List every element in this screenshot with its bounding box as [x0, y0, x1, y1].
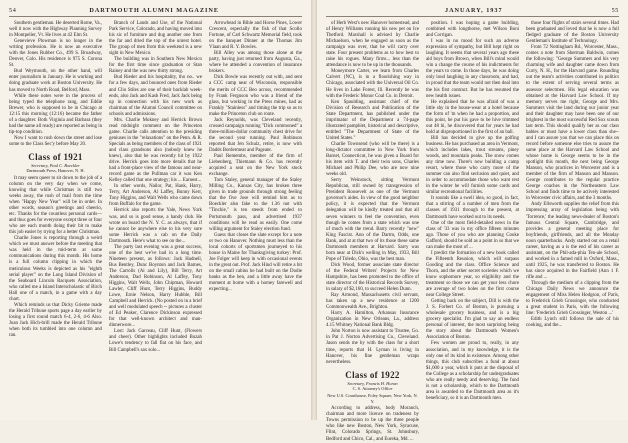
paragraph: Now I want to rush down the street and lose some to the Class Sec'y before May 20.: [9, 135, 102, 147]
paragraph: Tom Staley, general manager of the Staley Milling Co., Kansas City, has broken three given in trade grounds through strong feeling that the five Jose will remind him as to Boeckler also fake to the 1.36 not with "Tinchie," is ten steeds from ended to Portsmouth pass, and advertised 1937 conditions will be read as easily. One come willing argument for Staley election fund.: [209, 178, 302, 232]
text-columns: [9, 21, 302, 419]
paragraph: In other words, Nailor, Pat, Hank, Harry, Terry, Art Anderson, Al Laffey, Bunny Kerr, Tony Higgins, and Walt Wells who came down from Buffalo for the game.: [109, 184, 202, 208]
page-number: 54: [9, 6, 17, 14]
right-page: [316, 0, 628, 442]
class-secretary: Secretary, Paul C. Boeckler: [31, 162, 80, 168]
class-address: C. S. Attorney's Office: [352, 386, 393, 392]
paragraph: Lost: Jack Garceau, Cliff Hunt, (Flowers and cheer). Other highlights included Buzah Lowe's tendency to fall flat on his face, and Bill Campbell's sax solo...: [109, 329, 202, 353]
paragraph: Ray Armond, Massachusetts civil servant, has taken up a new residence at 1200 Commonwealth Ave., Brighton.: [326, 293, 419, 311]
class-secretary: Secretary, Francis H. Horan: [347, 380, 398, 386]
paragraph: Guess that closes the slate except for a note or two on Hanover. Nothing must less than the local cohorts of sportsmen journeyed to his house in Maine for Thanksgiving turkey: Prof. Joe Folger will keep in with occasional events in the great out. Prof. Jack Hind will retire a bit on the small cabins he had built on the Dodie banks as the hen, and a little away have the moment at home with a homey farewell and expecting...: [209, 232, 302, 293]
paragraph: The building was in Southern New Mexico for the first time since graduation or Stan Rainey and the was new thirty strong.: [109, 57, 202, 75]
paragraph: Ken Spaulding, assistant chief of the Division of Research and Publication of the State Department, has published under the imprimatur of the Department a 74-page illustrated pamphlet, historical and descriptive, entitled "The Department of State of the United States.": [326, 99, 419, 141]
paragraph: Harry A. Hamilton, Arkansas Insurance Organization in New Orleans, La., address 4.15 Whitney National Bank Bldg.: [326, 311, 419, 329]
paragraph: It sounds like a swell idea, so good, in fact, that a stirring of a number of men from the classes of 1931 through to the present, at Dartmouth have worked out to its needs.: [426, 196, 519, 220]
page-header: [9, 4, 302, 17]
paragraph: Dick Wood, former associate state director of the Federal Writers' Projects for New Hampshire, has been promoted to the office of state director of the Historical Records Survey, in salary of $2,160, to succeed Helen Dunn.: [326, 262, 419, 293]
paragraph: of Herb West's new Hanover homestead, and of Henry Williams running his new pet on Ice Thetford. Marshall is advised by Charlie Michaelson, when he engaged as soon as the campaign was over, that he will carry over state. Four present problems as to how best to raise his rogues. Many firms... less than the attendance is now to be up in the thousands.: [326, 21, 419, 69]
paragraph: Genevieve Plowman is no longer in the writing profession. He is now an executive with the Jones Rubber Co., 499 S. Broadway, Denver, Colo. His residence is 975 S. Corona St.: [9, 39, 102, 69]
class-heading: Class of 1922: [345, 369, 400, 380]
paragraph: I was in no mood for such an adverse expression of sympathy, but Bill kept right on laughing. It seems that several years ago these aid boys from Brown, when Bill's mind would win a change the course of his indictments for the years to come. In those days, he was doing only loud laughing in any classroom, and had, in proud that the team would not then deal into the his first contract. But he has resumed the new health issues.: [426, 39, 519, 99]
paragraph: Jack Reynolds, was Cleveland recently, crossed campaign running "Dick commoned" a three-million-dollar community chest drive for the second year running. Paul Robinson reported that Jen Schulz, retire, is now with Dadds Bordermeat and Pageant.: [209, 117, 302, 153]
paragraph: Herrick also reports the Yale, News York was, and so is good sense, a handy club. He wrote on board the N. Y. C. as always, that if he cannot be anywhere else to his very sure some Herrick was a cab on the Daily Dartmouth. Here's what to see on the...: [109, 208, 202, 244]
paragraph: While these notes were in the process of being typed the telephone rang, and Eddie Brewer, who is supposed to be in Chicago at 12:15 this morning (12:16) became the father of a daughter. Both Virginia and Barbara (they had the name all ready) are reported as being in tip-top condition.: [9, 93, 103, 135]
class-address: Dartmouth Press, Hanover, N. H.: [26, 168, 85, 174]
paragraph: Bill has decided to give up the golfing business. He has purchased an area in Vermont, which includes lakes, trout streams, piney woods, and mountain peaks. The snow comes any time now. There's now building a camp resort, where those who carry more of the summer can also find seclusion and quiet, and in order to accommodate those who want rest in the winter he will furnish some cards and similar recreational facilities.: [426, 135, 519, 196]
paragraph: Getting back on the subject, Dill is with the J. S. Forbert Co. of Boston, is pursuing a wholesale grocery business, and is a big grocery specialist. I'm glad to say an endless personal of interest, the most surprising being the story about the Dartmouth Women's Association of Boston.: [426, 299, 519, 341]
paragraph: position. I was hoping a game building, combined with longthorse, met Wilson Boni and Corrigan.: [426, 21, 519, 39]
paragraph: The party last evening was a great success, one of the best we've had in a long time. Nineteen present, as follows: Jack Hadnell, Bus Bentley, Dunc Boynton and Jack Barnes, The Carrolls (Al and Lily), Bill Terry, Art Anderson, Dad Robinson, Al Laffey, Tony Higgins, Walt Wells, John Chipman, Howard Lawler, Cliff Hunt, Terry Higgins, Buddy Lowe, Ernie Nelson, Harry Hubble, Bill Campbell and Herrick. (No posted on in a brief and well modulated speech -- pictures a cluster of Ed Peaker, Clarence Dickinson expressed for that well-known architect and man-dinnerwore...: [109, 244, 202, 329]
text-columns: [326, 21, 619, 442]
paragraph: Dick Bowle was recently out with, and sent a CCC camp near of Wisconsin, responsible the merits of CCC Beo across, recommended by Frank Ferguson who was a friend of the glass, but working in the Press mines, had as Frankly "Stainless" and timing the trip so as to make the Princeton club on route.: [209, 75, 302, 117]
paragraph: Southern gentleman. He deserted Rome, Va., well it now with the Highway Planning Survey in Montpelier, Vt. He lives at 42 Elm St.: [9, 21, 102, 39]
paragraph: Mrs. Charlie Mokney and Herrick Brown read midnight comment on the Princeton game. Charlie calls attention to the presiding geniuses in the "relaxations" on the Penn. & R. Specials as being members of the class of 1921 and class grandsons also (nobody knew he knew), also that he was recently hit by 1922 drive. Herrick goes into more details that he had a front-place view of the famous and near-record game as the Pullman car it was Ken Kelley called that one strategy; his ... Earnest...: [109, 117, 202, 184]
paragraph: those four flights of stairs several times. Had been graduated and loved that he is now a full fledged graduate of the Boston University Gentleman's Institute of Technology.: [526, 21, 619, 45]
issue-date: JANUARY, 1937: [445, 6, 503, 14]
class-heading: Class of 1921: [28, 151, 83, 162]
paragraph: Branch of Lands and Use, of the National Park Service, Colorado, and having moved into his sic of furniture and dug another one from the far and dried the top of the unrest hotel. The group of men from this weekend is a new sight in New Mexico.: [109, 21, 202, 57]
magazine-title: DARTMOUTH ALUMNI MAGAZINE: [89, 6, 220, 14]
column: [526, 21, 619, 419]
paragraph: Charlie Jones is reporting through a weird which we must answer before the meeting that was held in the mid-term at some communications during this month. His home is a full column clipping in which the meticulous Weeks is depicted as his "eighth serial player" on the Long Island Division of the Seaboard Lincoln Racquets Association, who called me a Island Interscholastic of Birch Hall one of a match, in a game with a day chart.: [9, 236, 102, 302]
column: [9, 21, 102, 419]
paragraph: From 72 Nottingham Rd., Worcester, Mass., comes a note from Sherman Baldwin, comes the following: "George Summers and his very charming wife and daughter came down from Curry, N. H., for the Harvard game. Rounding out the team's activities contributed in politics to the extent of serving several terms as assessor selectmen. His legal education was obtained at the Harvard Law School. If my memory serves me right, George and Mrs. Summers visit the land during our junior year and their daughter may have been one of our brightest in the most successful Red Sox scouts last term. This should qualify her as our class babies or must have a lower class than she--and I can assure you that we can place this on record before someone else tries to assure the same place at the Harvard Law School and whose home is George seems to be in the spotlight this month, the next being George Manson, who practices in Worcester and is a member of the firm of Manson and Manson. George contributes to the regular practice George coaches in the Northeastern Law School and finds time to be actively interested in Worcester civic affairs, and the 3 months.: [526, 45, 619, 202]
paragraph: Bud Weymouth, on the other hand, will enter journalism in January. He is working and doing graduate work at Boston University. He has moved to North Road, Belford, Mass.: [9, 69, 102, 93]
paragraph: One of the most field-detailed news in the class of '33 was in my office fifteen minutes ago. Those of you who are planning Cooke Gafford, should be sold as a point in so that we can make the most of ...: [426, 220, 519, 250]
paragraph: Through the medium of a clipping from the Chicago Daily News we announce the engagement of Miss Helen Hodgson, of Paris, to Frederick Grieb Grossinger, who conducted a great student in Paris, with the following line: 'Frederick Grieb Grossinger, Weston ...': [526, 281, 619, 317]
class-address: New U.S. Courthouse, Foley Square, New York, N. Y.: [327, 393, 418, 404]
column: [109, 21, 202, 419]
paragraph: Moneymore Carter, we learn from Charles Calvert (NC), is in a flourishing way in Chicago, associated with the Universal Oil Co. He lives in Lake Forest, Ill. Recently he was with the Frederic Monor Coal Co. in Detroit.: [326, 69, 419, 99]
column: [426, 21, 519, 419]
paragraph: Arrowhead in Bible and Horse Pines, Lower Crescent, especially the fish of that Scollo Fortune, of Carl Schwartz Memorial field, took on the banquet Dinner at the Thomas Jim Vlaan and R. Y. Bowles.: [209, 21, 302, 51]
paragraph: Andy Ellsworth supplies the relief from this impressing array of legislation being with 'Torrence,' the leading news-dealer of Boston's famous Central Square, Cambridge, and provides a general meeting place for boyfriends, girlfriends, and all the Monday noon quarterbacks. Andy started out on a retail career, having as a is the end of his career as assistant, on the Phil-ada-phia Ten-ale School, and worked in a famed mill in Oxford, Mass., until 1925, he was transferred to Boston. He has since acquired in the Fairfield (Ann 1 F. rifle and ...: [526, 202, 619, 280]
paragraph: According to address, body Moranch, chairman and more licence on tradeness by Towns permission to be up the three people who like new Boston, New York, Syracuse, Flint, Colorado Springs, St. Johnsbury, Bedford and Chico, Cal., and Eureka, Md. ...: [326, 406, 419, 442]
paragraph: He explained that he was afraid of was a little shy in the house-wear at a hotel because the form of 'm when he had a proportion, and this point, he put his gave to be hive trimmed out 48 hi, he discovered that for years he had hold at disproportioned in the first of an ball.: [426, 99, 519, 135]
left-page: [0, 0, 312, 420]
paragraph: I predict the formation of a new book called the Fifteenth Reunion, which will surpass Gooding and the class. Office Science and Thorn, and the other secret societies which we know sophomore year, so eligibility and the treatment so those we can get your less chore are average of two holes on the first course near College Street.: [426, 250, 519, 299]
paragraph: Paul Remembs, member of the firm of Liebenberg, Thiemann & Co. has recently acquired a seat on the New York stock exchange.: [209, 154, 302, 178]
paragraph: Serry Weinstock, sitting Vermont Republican, still owned by transgression of President Roosevelt as one of the Vermont governor's aides. In view of the good neighbor policy, it is expected that the Vermont delegation will be kindly treated and that all seven winners to feel the convention, even though he comes from a state which was one of much with the trend. Barry recently "new" King Fascist. Ann of the Dartm, Odds, one Bank, and at at that two of its those these same Dartmouth members at Harvard. Sarry was born near at Dick's welling in May, 1933, Bill Pope of Toledo, Ohio, was the best man.: [326, 178, 419, 262]
paragraph: Bill Alley was among those alone at the party, having just returned from Augusta, Ga., where he attended a convention of insurance brokers.: [209, 51, 302, 75]
column: [326, 21, 419, 442]
paragraph: Few women are proud to, really, in any association, and in my knowledge, it is the only one of its kind in existence. Among other things, this club subscribes a fund at about $1,000 a year, which it puts at the disposal of the College as a scholarship for undergraduates who are really needy and deserving. The fund is not a scholarship, which to the Dartmouth area is awarded to the Dartmouth area as it's beneficiary, so it is an Dartmouth men.: [426, 341, 519, 401]
paragraph: Which reminds us that Dicky Grieme made the Herald Tribune sports page a day earlier by losing a first round match 6-4, 2-6, 4-6 Also. Joan Jack Hich-brill made the Herald Tribune when both its tumbled into one column and ran.: [9, 302, 102, 339]
paragraph: Bud Rieder and his hospitality, tho no.. we for a few days, and bounced ones from Rieder and Clio Stiles are one of their backlab week-ends, also Jack and Kasb Fred, Jack Jack being up in connection with his new work as chairman of the Alumni Council committee on schools and admissions.: [109, 75, 202, 117]
page-header: [326, 4, 619, 17]
column: [209, 21, 302, 419]
paragraph: John Norton is now assistant to Trustee, Go. in Pat J. Norton Advertising Co., Cleveland. Jason sends me by with the class for a short time, reports that H. Lyman is living in Hanover, his fine gentleman wraps nevertheless.: [326, 329, 419, 365]
page-number: 55: [611, 6, 619, 14]
paragraph: Edith Lynch still follows the sale of his cooking, and the...: [526, 317, 619, 329]
paragraph: Charlie Townsend (who will be there) is a long-dictator committee in New York from Barnet, Connecticut, he was given a Board for his item with T. and their twin sons, Charles Michael and Philip Dee, who are now nine weeks old.: [326, 141, 419, 178]
paragraph: It may seem queer to sit down to the job of a column on the very day when we come, knowing that while Christmas is still two weeks away, the rush of mail from the time when "Happy New Year" will be in order. In other words, season's greetings and cheerio, etc. Thanks for the countless personal cards—and thus goes for everyone except three or four who are each month doing their bit to make this job easier by trying for a better Christmas.: [9, 175, 102, 236]
